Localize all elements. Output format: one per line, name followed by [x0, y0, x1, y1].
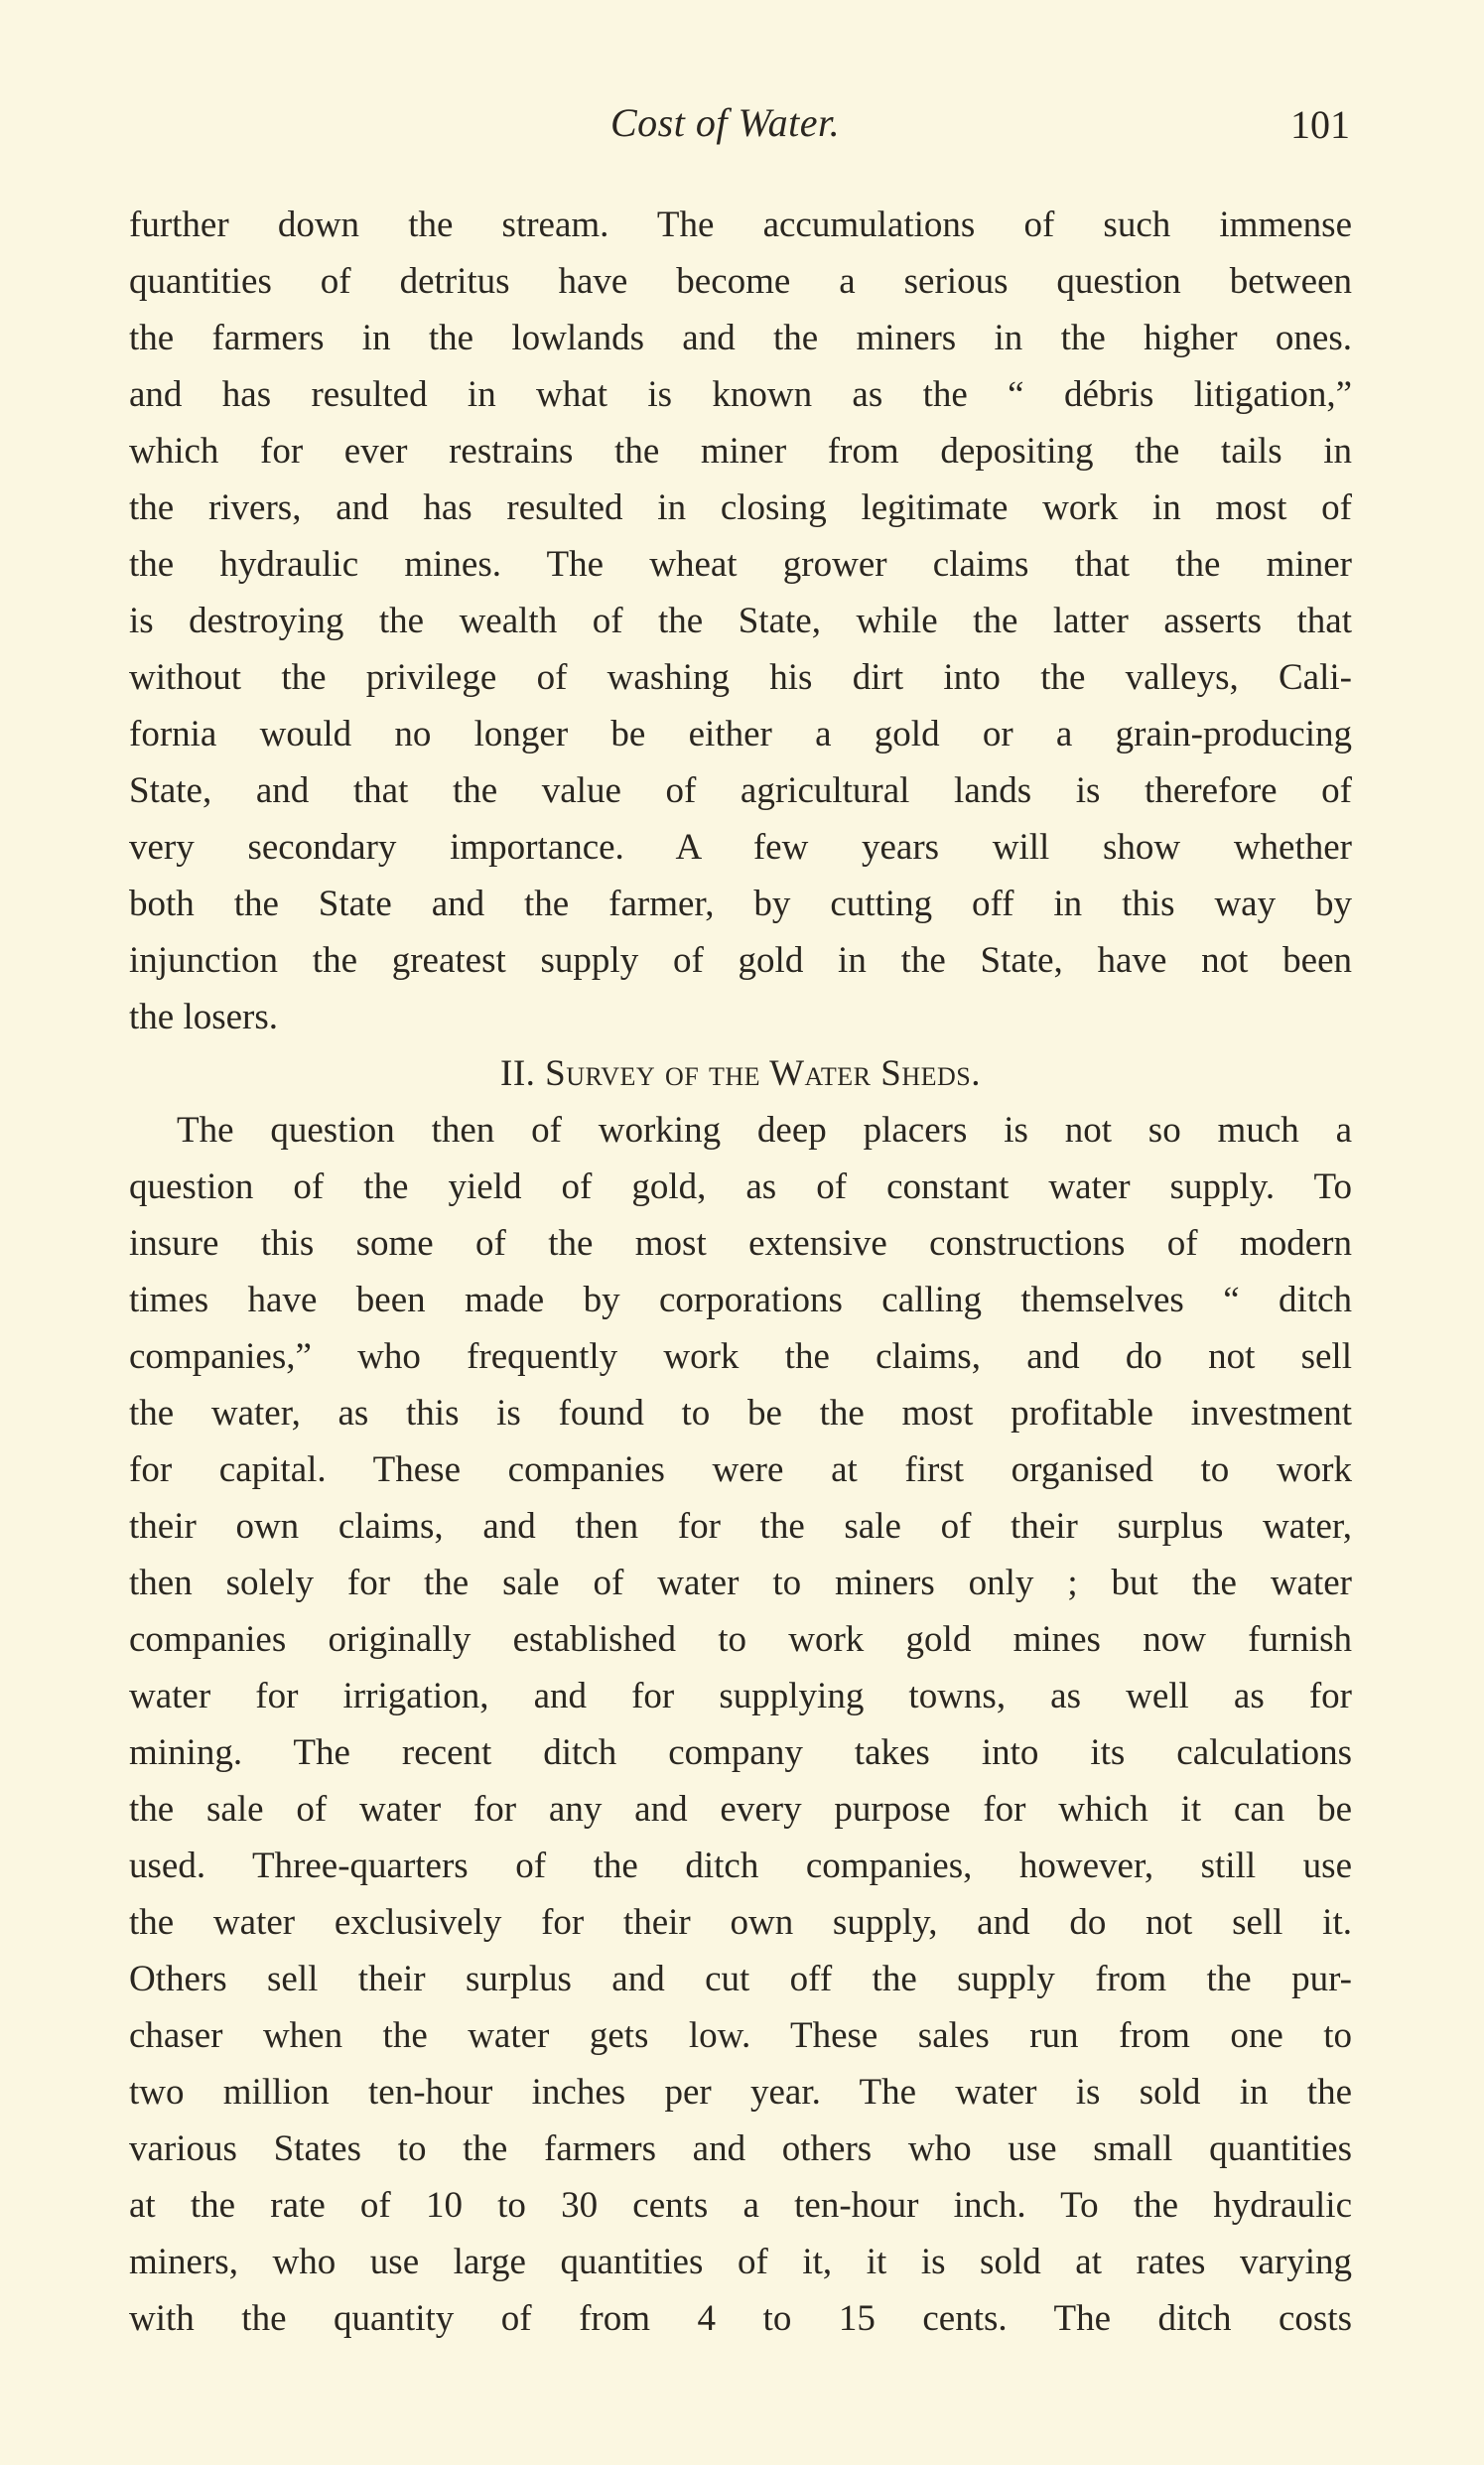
text-line: at the rate of 10 to 30 cents a ten-hour inch. To the hydraulic	[129, 2185, 1352, 2226]
text-line: both the State and the farmer, by cutting off in this way by	[129, 884, 1352, 924]
text-line: and has resulted in what is known as the “ débris litigation,”	[129, 374, 1352, 415]
text-line: Others sell their surplus and cut off the supply from the pur-	[129, 1959, 1352, 1999]
text-line: mining. The recent ditch company takes into its calculations	[129, 1732, 1352, 1773]
text-line: times have been made by corporations calling themselves “ ditch	[129, 1280, 1352, 1320]
text-line: the losers.	[129, 997, 279, 1037]
text-line: State, and that the value of agricultural lands is therefore of	[129, 770, 1352, 811]
text-line: very secondary importance. A few years will show whether	[129, 827, 1352, 868]
heading-text: II. Survey of the Water Sheds.	[500, 1053, 981, 1094]
text-line: the water, as this is found to be the most profitable investment	[129, 1393, 1352, 1434]
text-line: quantities of detritus have become a serious question between	[129, 261, 1352, 302]
text-line: injunction the greatest supply of gold in the State, have not been	[129, 940, 1352, 981]
text-line: insure this some of the most extensive constructions of modern	[129, 1223, 1352, 1264]
text-line: without the privilege of washing his dirt into the valleys, Cali-	[129, 657, 1352, 698]
running-head-title: Cost of Water.	[610, 100, 841, 145]
text-line: question of the yield of gold, as of constant water supply. To	[129, 1166, 1352, 1207]
text-line: chaser when the water gets low. These sales run from one to	[129, 2015, 1352, 2056]
text-line: various States to the farmers and others who use small quantities	[129, 2128, 1352, 2169]
text-line: the sale of water for any and every purpose for which it can be	[129, 1789, 1352, 1830]
paragraph	[129, 1102, 1352, 2347]
page-number: 101	[1290, 102, 1350, 147]
text-line: companies originally established to work gold mines now furnish	[129, 1619, 1352, 1660]
text-line: for capital. These companies were at first organised to work	[129, 1449, 1352, 1490]
text-line: which for ever restrains the miner from depositing the tails in	[129, 431, 1352, 472]
text-line: the water exclusively for their own supply, and do not sell it.	[129, 1902, 1352, 1943]
text-line: miners, who use large quantities of it, it is sold at rates varying	[129, 2242, 1352, 2282]
text-line: their own claims, and then for the sale of their surplus water,	[129, 1506, 1352, 1547]
text-line: The question then of working deep placers is not so much a	[177, 1110, 1352, 1151]
text-line: the hydraulic mines. The wheat grower claims that the miner	[129, 544, 1352, 585]
text-line: the rivers, and has resulted in closing legitimate work in most of	[129, 487, 1352, 528]
text-line: two million ten-hour inches per year. The water is sold in the	[129, 2072, 1352, 2113]
text-line: fornia would no longer be either a gold or a grain-producing	[129, 714, 1352, 754]
section-heading	[129, 1045, 1352, 1102]
text-line: is destroying the wealth of the State, while the latter asserts that	[129, 601, 1352, 641]
text-line: with the quantity of from 4 to 15 cents. The ditch costs	[129, 2298, 1352, 2339]
text-line: water for irrigation, and for supplying towns, as well as for	[129, 1676, 1352, 1716]
paragraph	[129, 197, 1352, 1045]
text-line: companies,” who frequently work the claims, and do not sell	[129, 1336, 1352, 1377]
running-head	[0, 99, 1484, 159]
text-line: the farmers in the lowlands and the miners in the higher ones.	[129, 318, 1352, 358]
page-body	[129, 197, 1352, 2347]
text-line: further down the stream. The accumulations of such immense	[129, 205, 1352, 245]
text-line: used. Three-quarters of the ditch companies, however, still use	[129, 1846, 1352, 1886]
text-line: then solely for the sale of water to miners only ; but the water	[129, 1563, 1352, 1603]
